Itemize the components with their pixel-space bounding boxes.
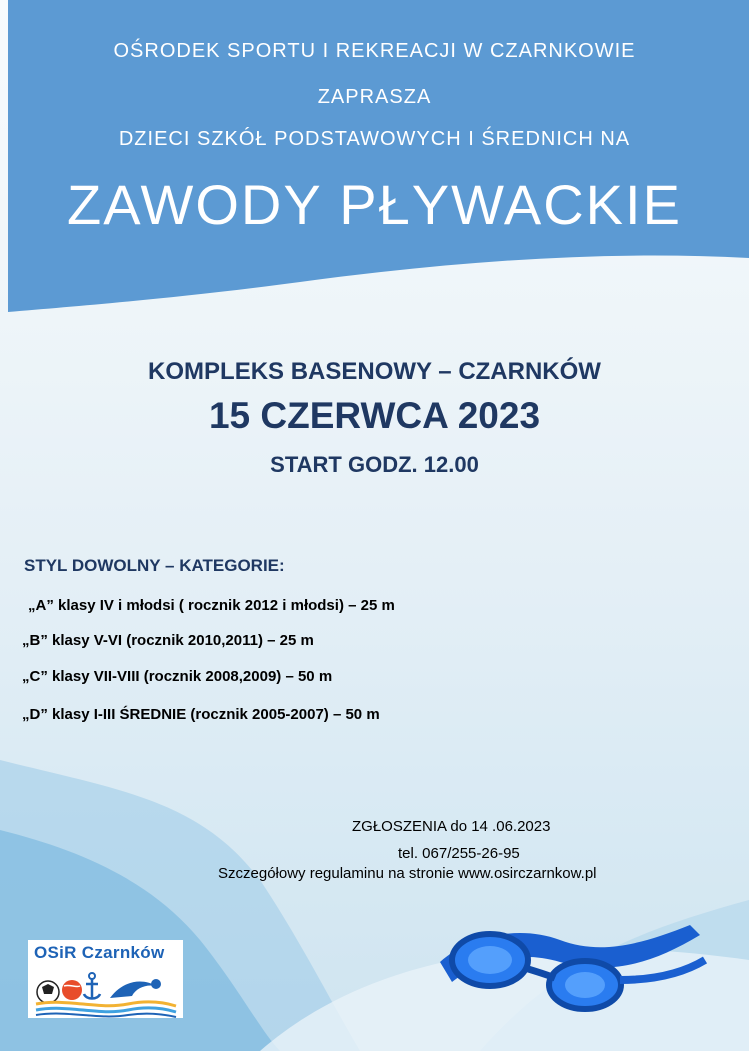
- category-item: „C” klasy VII-VIII (rocznik 2008,2009) – 50 m: [22, 668, 333, 685]
- start-time: START GODZ. 12.00: [270, 452, 479, 477]
- logo-text: OSiR Czarnków: [34, 943, 165, 962]
- organizer-line: OŚRODEK SPORTU I REKREACJI W CZARNKOWIE: [113, 40, 636, 62]
- event-date: 15 CZERWCA 2023: [208, 395, 541, 436]
- osir-logo-icon: [28, 940, 183, 1018]
- category-item: „A” klasy IV i młodsi ( rocznik 2012 i młodsi) – 25 m: [28, 597, 395, 614]
- category-item: „B” klasy V-VI (rocznik 2010,2011) – 25 m: [22, 632, 314, 649]
- event-title: ZAWODY PŁYWACKIE: [67, 173, 682, 236]
- registration-phone: tel. 067/255-26-95: [398, 845, 520, 862]
- registration-website: Szczegółowy regulaminu na stronie www.osirczarnkow.pl: [218, 865, 597, 882]
- osir-logo: [28, 940, 183, 1018]
- audience-line: DZIECI SZKÓŁ PODSTAWOWYCH I ŚREDNICH NA: [118, 128, 631, 150]
- invite-line: ZAPRASZA: [317, 86, 432, 108]
- categories-heading: STYL DOWOLNY – KATEGORIE:: [24, 556, 285, 575]
- venue: KOMPLEKS BASENOWY – CZARNKÓW: [148, 358, 601, 385]
- category-item: „D” klasy I-III ŚREDNIE (rocznik 2005-2007) – 50 m: [22, 706, 380, 723]
- registration-deadline: ZGŁOSZENIA do 14 .06.2023: [352, 818, 551, 835]
